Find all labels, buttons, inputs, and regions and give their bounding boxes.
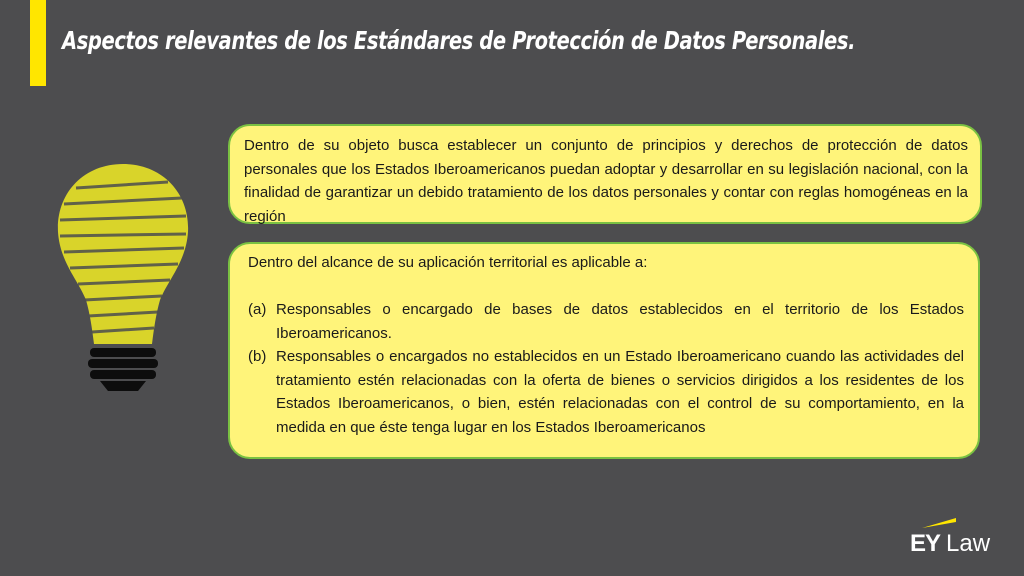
objective-text: Dentro de su objeto busca establecer un conjunto de principios y derechos de protección de datos personales que los Estados Iberoamericanos puedan adoptar y desarrollar en su legislación nacional, con la finalidad de garantizar un debido tratamiento de los datos personales y contar con reglas homogéneas en la región (244, 137, 968, 225)
logo-suffix: Law (946, 530, 991, 557)
list-item (248, 345, 964, 439)
list-marker: (a) (248, 301, 267, 318)
ey-logo (910, 514, 1000, 562)
list-item-text: Responsables o encargados no establecidos en un Estado Iberoamericano cuando las actividades del tratamiento estén relacionadas con la oferta de bienes o servicios dirigidos a los residentes de los Estados Iberoamericanos, o bien, estén relacionadas con el control de su comportamiento, en la medida en que éste tenga lugar en los Estados Iberoamericanos (276, 348, 964, 436)
logo-slash-icon (920, 514, 980, 530)
scope-box (228, 242, 980, 459)
logo-brand: EY (910, 530, 941, 557)
list-item-text: Responsables o encargado de bases de datos establecidos en el territorio de los Estados Iberoamericanos. (276, 301, 964, 342)
title-accent-bar (30, 0, 46, 86)
objective-box (228, 124, 982, 224)
scope-intro: Dentro del alcance de su aplicación territorial es aplicable a: (248, 254, 648, 271)
list-item (248, 298, 964, 345)
light-bulb-icon (48, 158, 198, 398)
slide-title: Aspectos relevantes de los Estándares de Protección de Datos Personales. (62, 26, 856, 55)
list-marker: (b) (248, 348, 267, 365)
